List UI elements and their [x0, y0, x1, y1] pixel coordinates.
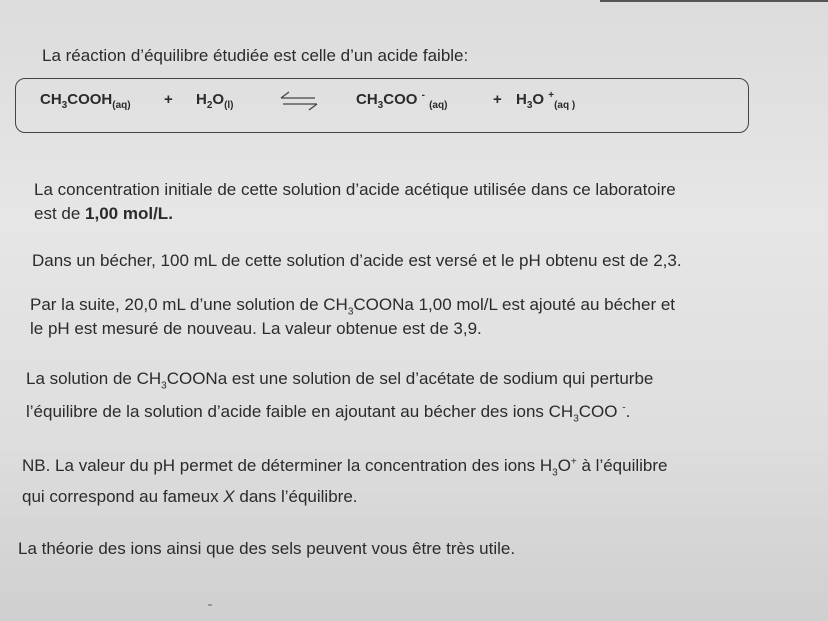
para-salt-line1: La solution de $CH_3COONa$ est une solution de sel d’acétate de sodium qui perturbe	[26, 369, 654, 392]
reactant-acetic-acid: $CH_3COOH_{(aq)}$	[40, 91, 131, 111]
para-note-line2: qui correspond au fameux X dans l’équilibre.	[22, 487, 358, 506]
product-hydronium: $H_3O$ +$_{(aq )}$	[516, 90, 576, 111]
product-acetate: $CH_3COO$ - $_{(aq)}$	[356, 90, 448, 111]
para-theory-hint: La théorie des ions ainsi que des sels peuvent vous être très utile.	[18, 539, 516, 558]
reactant-water: $H_2O_{(l)}$	[196, 91, 234, 111]
para-addition-line1: Par la suite, 20,0 mL d’une solution de $CH_3COONa$ 1,00 mol/L est ajouté au bécher et	[30, 295, 676, 318]
paper-speck	[208, 604, 212, 606]
para-concentration-line1: La concentration initiale de cette solution d’acide acétique utilisée dans ce laboratoire	[34, 180, 676, 199]
plus-sign-2: +	[493, 91, 502, 108]
para-salt-line2: l’équilibre de la solution d’acide faible en ajoutant au bécher des ions $CH_3COO$ -.	[26, 402, 631, 425]
para-addition-line2: le pH est mesuré de nouveau. La valeur obtenue est de 3,9.	[30, 319, 482, 338]
para-note-line1: NB. La valeur du pH permet de déterminer la concentration des ions $H_3O^+$ à l’équilibre	[22, 456, 668, 479]
para-concentration-line2: est de 1,00 mol/L.	[34, 204, 173, 223]
equilibrium-arrow-icon	[277, 90, 321, 112]
intro-text: La réaction d’équilibre étudiée est celle d’un acide faible:	[42, 46, 469, 65]
para-ph-initial: Dans un bécher, 100 mL de cette solution d’acide est versé et le pH obtenu est de 2,3.	[32, 251, 682, 270]
page-edge-line	[600, 0, 828, 2]
plus-sign-1: +	[164, 91, 173, 108]
